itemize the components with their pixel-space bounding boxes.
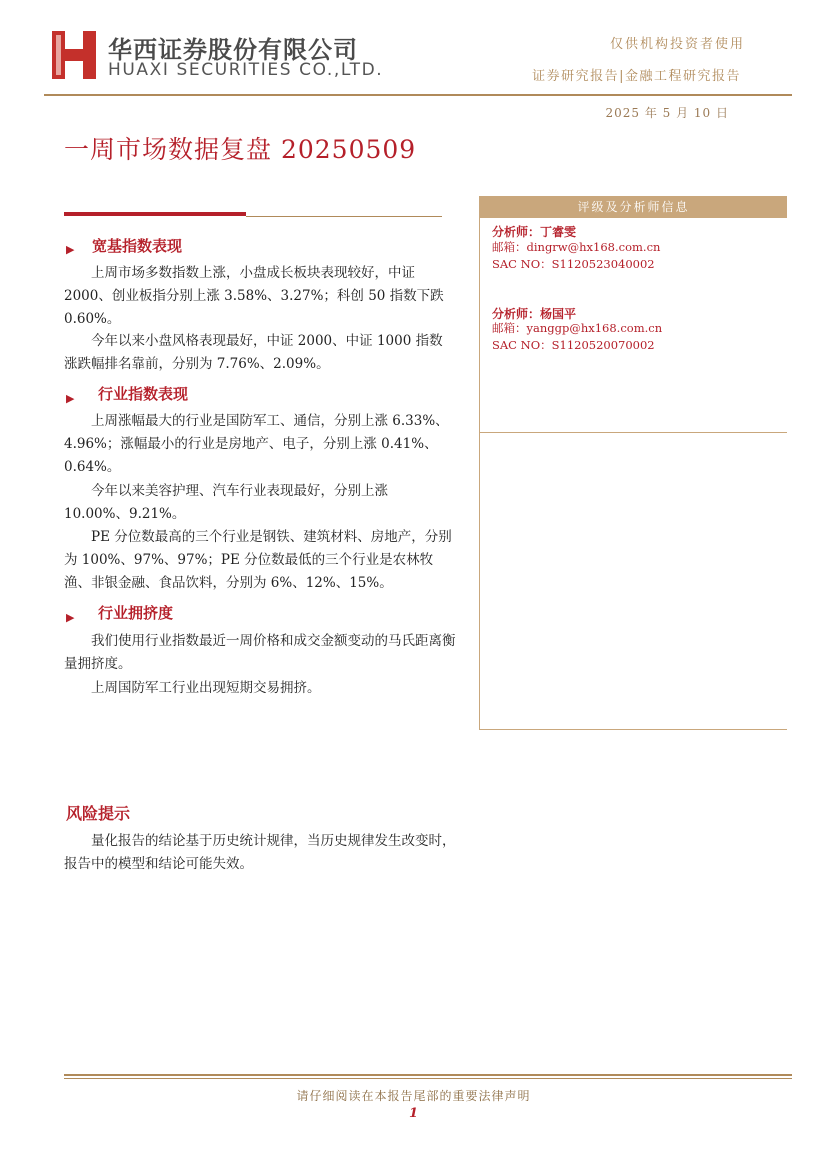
page-number: 1 (408, 1106, 419, 1121)
report-date: 2025 年 5 月 10 日 (605, 106, 729, 120)
panel-divider (480, 729, 787, 730)
section-heading: 宽基指数表现 (92, 237, 183, 255)
audience-label: 仅供机构投资者使用 (609, 37, 745, 52)
footer-divider (64, 1074, 792, 1076)
paragraph: 上周国防军工行业出现短期交易拥挤。 (91, 680, 321, 696)
analyst-email: 邮箱：yanggp@hx168.com.cn (492, 321, 663, 335)
section-bar-accent (64, 212, 246, 216)
analyst-name: 分析师：丁睿雯 (492, 225, 577, 239)
section-heading: 行业指数表现 (98, 385, 189, 403)
footer-divider (64, 1078, 792, 1079)
company-name-en: HUAXI SECURITIES CO.,LTD. (108, 60, 384, 80)
report-type-label: 证券研究报告|金融工程研究报告 (532, 69, 741, 84)
company-name-cn: 华西证券股份有限公司 (108, 36, 358, 64)
panel-border (479, 196, 480, 730)
risk-text: 量化报告的结论基于历史统计规律，当历史规律发生改变时，报告中的模型和结论可能失效。 (64, 833, 456, 872)
section-heading: 行业拥挤度 (98, 604, 174, 622)
analyst-sac: SAC NO：S1120523040002 (492, 257, 655, 271)
analyst-name: 分析师：杨国平 (492, 307, 577, 321)
section-marker-icon: ▶ (66, 243, 75, 256)
analyst-sac: SAC NO：S1120520070002 (492, 338, 655, 352)
huaxi-logo-icon (52, 31, 96, 79)
paragraph: 今年以来小盘风格表现最好，中证 2000、中证 1000 指数涨跌幅排名靠前，分别为 7.76%、2.09%。 (64, 333, 443, 372)
paragraph: 我们使用行业指数最近一周价格和成交金额变动的马氏距离衡量拥挤度。 (64, 633, 456, 672)
paragraph: 上周涨幅最大的行业是国防军工、通信，分别上涨 6.33%、4.96%；涨幅最小的行业是房地产、电子，分别上涨 0.41%、0.64%。 (64, 413, 449, 475)
panel-divider (480, 432, 787, 433)
page-title: 一周市场数据复盘 20250509 (64, 135, 417, 164)
section-bar-line (246, 216, 442, 217)
paragraph: PE 分位数最高的三个行业是钢铁、建筑材料、房地产，分别为 100%、97%、97%；PE 分位数最低的三个行业是农林牧渔、非银金融、食品饮料，分别为 6%、12%、15%。 (64, 529, 452, 591)
paragraph: 今年以来美容护理、汽车行业表现最好，分别上涨 10.00%、9.21%。 (64, 483, 388, 522)
analyst-email: 邮箱：dingrw@hx168.com.cn (492, 240, 661, 254)
section-marker-icon: ▶ (66, 392, 75, 405)
risk-heading: 风险提示 (66, 804, 131, 823)
header-divider (44, 94, 792, 96)
section-marker-icon: ▶ (66, 611, 75, 624)
panel-heading: 评级及分析师信息 (480, 196, 787, 218)
paragraph: 上周市场多数指数上涨，小盘成长板块表现较好，中证 2000、创业板指分别上涨 3.58%、3.27%；科创 50 指数下跌 0.60%。 (64, 265, 444, 327)
legal-notice: 请仔细阅读在本报告尾部的重要法律声明 (296, 1089, 531, 1103)
